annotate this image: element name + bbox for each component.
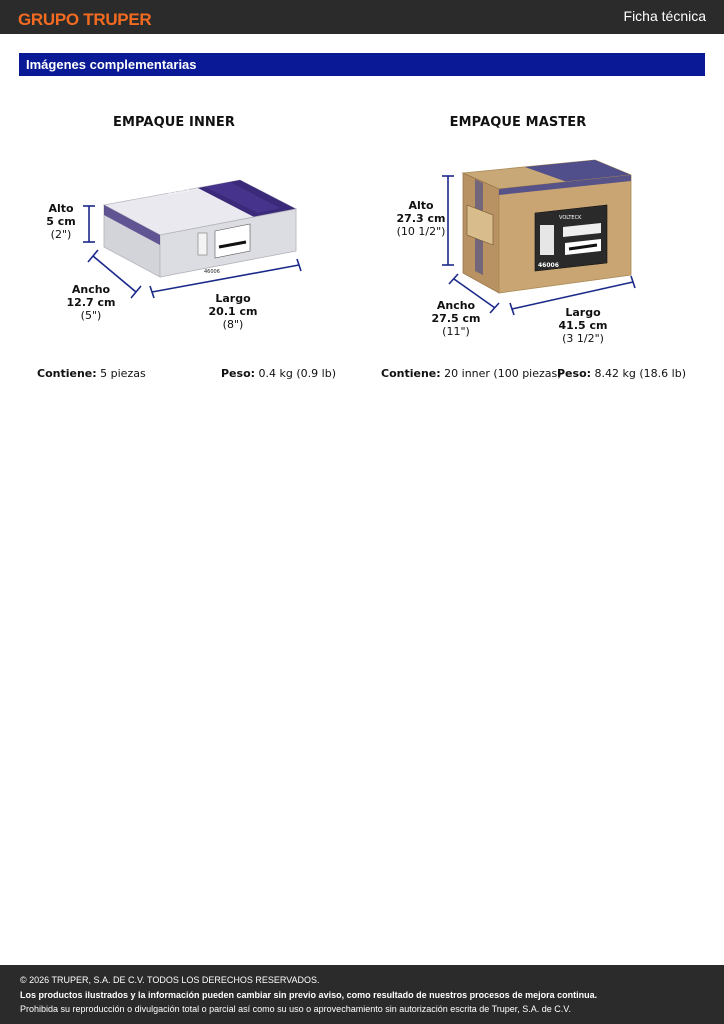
grupo-truper-logo: GRUPO TRUPER <box>18 10 152 29</box>
master-length-label: Largo 41.5 cm (3 1/2") <box>558 306 608 345</box>
svg-text:VOLTECK: VOLTECK <box>559 215 582 221</box>
top-header-bar <box>0 0 724 34</box>
section-header <box>19 53 705 76</box>
master-height-label: Alto 27.3 cm (10 1/2") <box>396 199 446 238</box>
document-title: Ficha técnica <box>623 8 706 24</box>
master-package-heading: EMPAQUE MASTER <box>449 115 587 130</box>
inner-weight: Peso: 0.4 kg (0.9 lb) <box>221 367 336 380</box>
master-width-label: Ancho 27.5 cm (11") <box>431 299 481 338</box>
master-weight: Peso: 8.42 kg (18.6 lb) <box>557 367 686 380</box>
footer-notice: Los productos ilustrados y la información pueden cambiar sin previo aviso, como resultado de nuestros procesos de mejora continua. <box>20 990 598 1000</box>
inner-contains: Contiene: 5 piezas <box>37 367 146 380</box>
inner-length-label: Largo 20.1 cm (8") <box>208 292 258 331</box>
footer-bar <box>0 965 724 1024</box>
inner-height-label: Alto 5 cm (2") <box>46 202 76 241</box>
svg-text:VOLTECK: VOLTECK <box>167 187 191 197</box>
inner-package-heading: EMPAQUE INNER <box>112 115 235 130</box>
master-contains: Contiene: 20 inner (100 piezas) <box>381 367 562 380</box>
svg-text:46006: 46006 <box>538 262 559 269</box>
svg-text:46006: 46006 <box>204 269 220 275</box>
section-title: Imágenes complementarias <box>26 57 197 72</box>
footer-copyright: © 2026 TRUPER, S.A. DE C.V. TODOS LOS DERECHOS RESERVADOS. <box>20 975 320 985</box>
footer-rights: Prohibida su reproducción o divulgación total o parcial así como su uso o aprovechamiento sin autorización escrita de Truper, S.A. de C.V. <box>20 1004 571 1014</box>
inner-width-label: Ancho 12.7 cm (5") <box>66 283 116 322</box>
